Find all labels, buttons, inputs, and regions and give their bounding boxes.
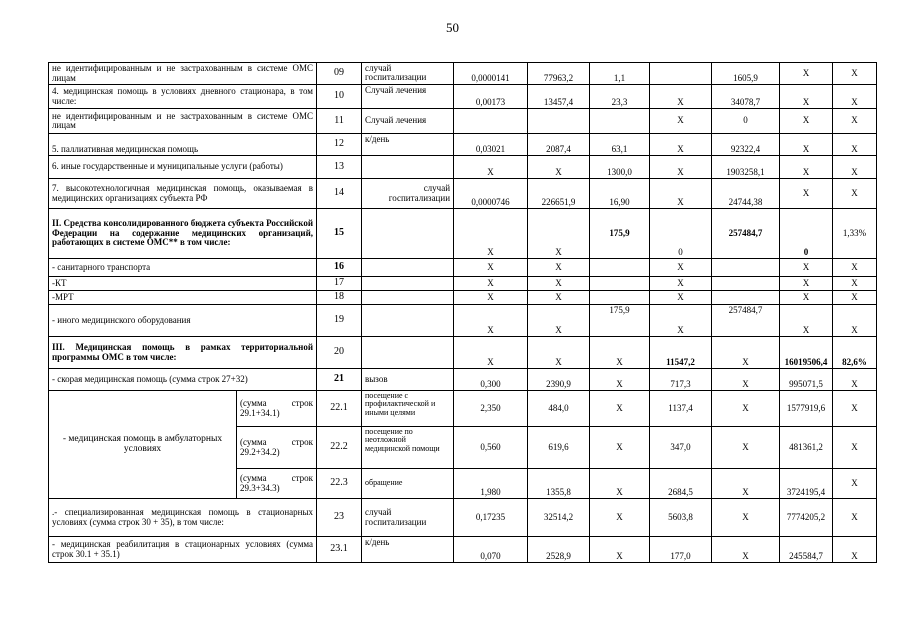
row-cell: Х: [780, 291, 833, 305]
table-row: [49, 156, 877, 179]
row-cell: 2087,4: [528, 134, 590, 156]
row-number: 23.1: [317, 537, 362, 563]
row-cell: Х: [528, 305, 590, 337]
row-cell: 7774205,2: [780, 499, 833, 537]
row-cell: 16,90: [590, 179, 650, 209]
row-cell: Х: [712, 369, 780, 391]
row-unit: [362, 277, 454, 291]
row-cell: Х: [780, 85, 833, 109]
row-cell: 0,300: [454, 369, 528, 391]
row-cell: 175,9: [590, 209, 650, 259]
row-cell: 0: [650, 209, 712, 259]
row-cell: 0,0000746: [454, 179, 528, 209]
row-unit: посещение с профилактической и иными целями: [362, 391, 454, 427]
row-number: 09: [317, 63, 362, 85]
row-sum-formula: (сумма строк 29.1+34.1): [237, 391, 317, 427]
row-cell: Х: [833, 109, 877, 134]
row-unit: вызов: [362, 369, 454, 391]
row-number: 22.1: [317, 391, 362, 427]
row-cell: Х: [528, 277, 590, 291]
row-cell: Х: [650, 291, 712, 305]
table-row: [49, 391, 877, 427]
row-name: -МРТ: [49, 291, 317, 305]
row-unit: [362, 337, 454, 369]
budget-table: [48, 62, 877, 563]
row-cell: 175,9: [590, 305, 650, 337]
row-cell: 92322,4: [712, 134, 780, 156]
row-name: не идентифицированным и не застрахованным в системе ОМС лицам: [49, 63, 317, 85]
row-number: 10: [317, 85, 362, 109]
table-row: [49, 305, 877, 337]
row-name: 4. медицинская помощь в условиях дневного стационара, в том числе:: [49, 85, 317, 109]
row-unit: [362, 305, 454, 337]
row-cell: Х: [454, 305, 528, 337]
row-name: 6. иные государственные и муниципальные услуги (работы): [49, 156, 317, 179]
row-cell: Х: [590, 337, 650, 369]
row-cell: Х: [833, 277, 877, 291]
row-cell: 0,17235: [454, 499, 528, 537]
row-number: 22.2: [317, 427, 362, 469]
row-cell: Х: [454, 291, 528, 305]
row-cell: [590, 277, 650, 291]
row-name: - иного медицинского оборудования: [49, 305, 317, 337]
row-cell: [528, 109, 590, 134]
row-cell: 11547,2: [650, 337, 712, 369]
row-cell: Х: [528, 337, 590, 369]
row-number: 17: [317, 277, 362, 291]
row-cell: 1577919,6: [780, 391, 833, 427]
row-cell: Х: [833, 537, 877, 563]
table-row: [49, 109, 877, 134]
table-row: [49, 499, 877, 537]
row-unit: случай госпитализации: [362, 499, 454, 537]
row-cell: 1903258,1: [712, 156, 780, 179]
row-cell: 1355,8: [528, 469, 590, 499]
row-unit: к/день: [362, 134, 454, 156]
row-cell: Х: [712, 337, 780, 369]
section-title: III. Медицинская помощь в рамках территориальной программы ОМС в том числе:: [49, 337, 317, 369]
table-row: [49, 291, 877, 305]
row-cell: Х: [833, 427, 877, 469]
row-cell: 0,00173: [454, 85, 528, 109]
row-number: 23: [317, 499, 362, 537]
row-cell: Х: [780, 134, 833, 156]
row-unit: Случай лечения: [362, 109, 454, 134]
table-row: [49, 63, 877, 85]
row-cell: Х: [833, 369, 877, 391]
row-cell: 245584,7: [780, 537, 833, 563]
row-cell: Х: [780, 305, 833, 337]
row-cell: Х: [528, 156, 590, 179]
row-cell: 177,0: [650, 537, 712, 563]
row-cell: Х: [780, 277, 833, 291]
row-cell: 32514,2: [528, 499, 590, 537]
table-row: [49, 134, 877, 156]
row-cell: 2390,9: [528, 369, 590, 391]
table-row: [49, 277, 877, 291]
row-cell: 63,1: [590, 134, 650, 156]
row-cell: Х: [590, 499, 650, 537]
row-cell: Х: [650, 259, 712, 277]
row-cell: Х: [650, 134, 712, 156]
row-cell: 619,6: [528, 427, 590, 469]
row-cell: 226651,9: [528, 179, 590, 209]
row-unit: случай госпитализации: [362, 63, 454, 85]
row-cell: [712, 291, 780, 305]
row-number: 20: [317, 337, 362, 369]
row-cell: Х: [780, 156, 833, 179]
row-cell: Х: [833, 469, 877, 499]
row-cell: 484,0: [528, 391, 590, 427]
row-cell: Х: [590, 469, 650, 499]
ambulatory-label: - медицинская помощь в амбулаторных условиях: [49, 391, 237, 499]
row-cell: Х: [528, 291, 590, 305]
row-number: 11: [317, 109, 362, 134]
row-cell: Х: [454, 337, 528, 369]
row-cell: Х: [780, 63, 833, 85]
table-row: [49, 369, 877, 391]
row-cell: [650, 63, 712, 85]
row-cell: 24744,38: [712, 179, 780, 209]
row-cell: Х: [833, 499, 877, 537]
row-cell: Х: [833, 63, 877, 85]
row-cell: 0,070: [454, 537, 528, 563]
table-row: [49, 209, 877, 259]
row-unit: обращение: [362, 469, 454, 499]
row-cell: 1,1: [590, 63, 650, 85]
row-cell: Х: [454, 277, 528, 291]
row-cell: Х: [650, 305, 712, 337]
row-cell: 82,6%: [833, 337, 877, 369]
row-cell: Х: [650, 156, 712, 179]
page-number: 50: [446, 20, 459, 35]
row-cell: Х: [528, 209, 590, 259]
row-cell: Х: [650, 179, 712, 209]
row-cell: Х: [833, 179, 877, 209]
row-name: - медицинская реабилитация в стационарных условиях (сумма строк 30.1 + 35.1): [49, 537, 317, 563]
row-cell: Х: [650, 277, 712, 291]
row-cell: Х: [833, 134, 877, 156]
row-cell: [712, 277, 780, 291]
row-cell: Х: [833, 291, 877, 305]
row-cell: Х: [712, 427, 780, 469]
row-cell: 717,3: [650, 369, 712, 391]
row-cell: 5603,8: [650, 499, 712, 537]
row-cell: [712, 259, 780, 277]
row-number: 18: [317, 291, 362, 305]
row-cell: 481361,2: [780, 427, 833, 469]
row-cell: [590, 259, 650, 277]
row-number: 16: [317, 259, 362, 277]
row-cell: 1605,9: [712, 63, 780, 85]
row-cell: Х: [712, 391, 780, 427]
row-cell: Х: [833, 259, 877, 277]
row-cell: 2,350: [454, 391, 528, 427]
row-cell: 0: [712, 109, 780, 134]
row-cell: 16019506,4: [780, 337, 833, 369]
row-cell: Х: [454, 156, 528, 179]
row-cell: Х: [650, 85, 712, 109]
row-cell: Х: [780, 259, 833, 277]
row-name: .- специализированная медицинская помощь в стационарных условиях (сумма строк 30 + 35), в том числе:: [49, 499, 317, 537]
row-unit: посещение по неотложной медицинской помощи: [362, 427, 454, 469]
row-cell: 347,0: [650, 427, 712, 469]
table-row: [49, 85, 877, 109]
row-number: 13: [317, 156, 362, 179]
row-cell: Х: [590, 369, 650, 391]
row-cell: 2528,9: [528, 537, 590, 563]
row-cell: Х: [712, 537, 780, 563]
row-unit: [362, 209, 454, 259]
row-cell: Х: [454, 259, 528, 277]
row-unit: [362, 156, 454, 179]
row-cell: Х: [712, 499, 780, 537]
row-name: -КТ: [49, 277, 317, 291]
row-cell: Х: [780, 179, 833, 209]
row-cell: [454, 109, 528, 134]
row-number: 22.3: [317, 469, 362, 499]
row-cell: Х: [833, 85, 877, 109]
row-cell: 0: [780, 209, 833, 259]
row-number: 14: [317, 179, 362, 209]
row-cell: Х: [712, 469, 780, 499]
row-cell: 34078,7: [712, 85, 780, 109]
table-row: [49, 337, 877, 369]
section-title: II. Средства консолидированного бюджета субъекта Российской Федерации на содержание медицинских организаций, работающих в системе ОМС** в том числе:: [49, 209, 317, 259]
row-cell: 257484,7: [712, 209, 780, 259]
row-number: 15: [317, 209, 362, 259]
row-cell: Х: [780, 109, 833, 134]
row-name: не идентифицированным и не застрахованным в системе ОМС лицам: [49, 109, 317, 134]
row-name: 5. паллиативная медицинская помощь: [49, 134, 317, 156]
row-number: 19: [317, 305, 362, 337]
row-unit: случай госпитализации: [362, 179, 454, 209]
row-cell: Х: [590, 427, 650, 469]
table-row: [49, 537, 877, 563]
row-cell: Х: [833, 305, 877, 337]
row-cell: Х: [590, 537, 650, 563]
row-cell: 1137,4: [650, 391, 712, 427]
row-cell: 2684,5: [650, 469, 712, 499]
row-cell: 1,33%: [833, 209, 877, 259]
row-cell: [590, 109, 650, 134]
row-cell: 0,03021: [454, 134, 528, 156]
table-row: [49, 259, 877, 277]
row-unit: [362, 259, 454, 277]
row-cell: 23,3: [590, 85, 650, 109]
row-name: - скорая медицинская помощь (сумма строк 27+32): [49, 369, 317, 391]
row-cell: 1300,0: [590, 156, 650, 179]
row-number: 21: [317, 369, 362, 391]
row-cell: 3724195,4: [780, 469, 833, 499]
row-number: 12: [317, 134, 362, 156]
row-cell: Х: [454, 209, 528, 259]
row-name: 7. высокотехнологичная медицинская помощь, оказываемая в медицинских организациях субъекта РФ: [49, 179, 317, 209]
table-row: [49, 179, 877, 209]
row-cell: 257484,7: [712, 305, 780, 337]
row-sum-formula: (сумма строк 29.2+34.2): [237, 427, 317, 469]
row-cell: [590, 291, 650, 305]
row-cell: Х: [590, 391, 650, 427]
row-sum-formula: (сумма строк 29.3+34.3): [237, 469, 317, 499]
row-cell: Х: [528, 259, 590, 277]
row-cell: 995071,5: [780, 369, 833, 391]
row-unit: к/день: [362, 537, 454, 563]
row-cell: 77963,2: [528, 63, 590, 85]
row-cell: 1,980: [454, 469, 528, 499]
row-cell: 13457,4: [528, 85, 590, 109]
row-name: - санитарного транспорта: [49, 259, 317, 277]
row-cell: Х: [833, 391, 877, 427]
row-cell: 0,560: [454, 427, 528, 469]
row-cell: Х: [833, 156, 877, 179]
row-cell: Х: [650, 109, 712, 134]
row-cell: 0,0000141: [454, 63, 528, 85]
row-unit: Случай лечения: [362, 85, 454, 109]
row-unit: [362, 291, 454, 305]
